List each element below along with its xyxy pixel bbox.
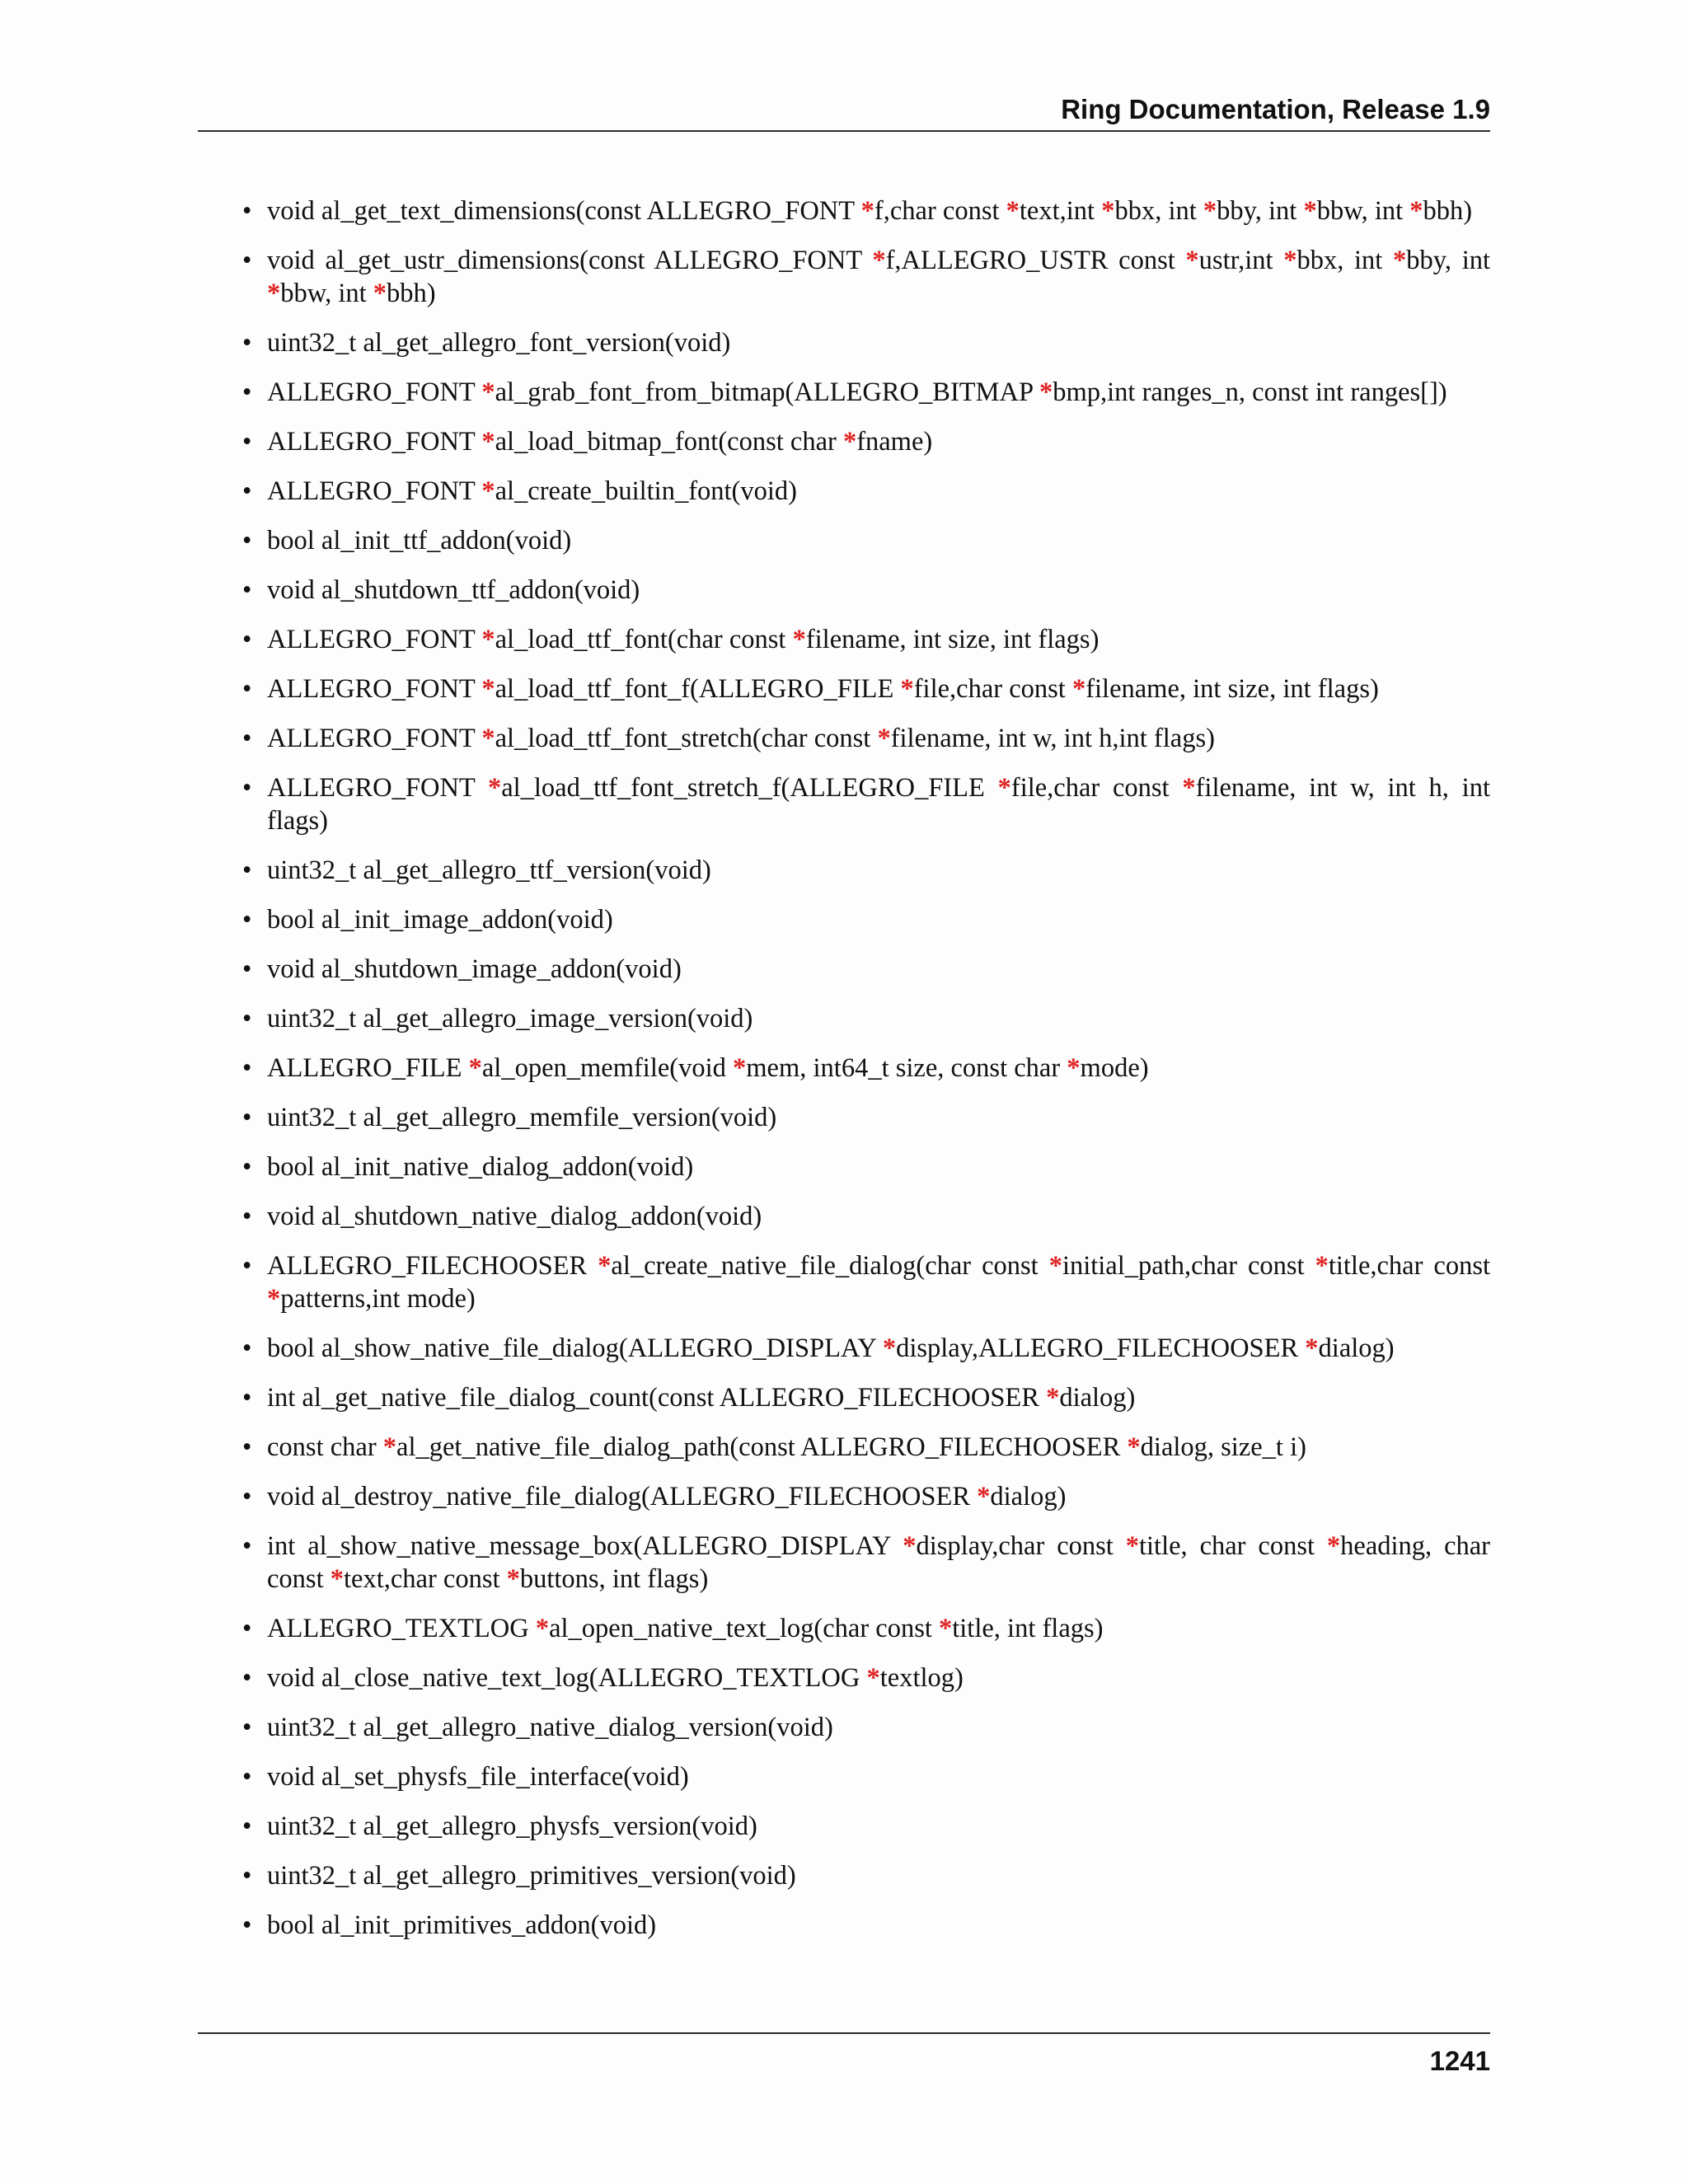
list-item — [198, 1002, 1490, 1035]
signature-text: bmp,int ranges_n, const int ranges[]) — [1053, 377, 1447, 407]
pointer-star: * — [877, 724, 891, 753]
pointer-star: * — [1127, 1432, 1141, 1462]
list-item — [198, 1381, 1490, 1414]
pointer-star: * — [598, 1251, 612, 1281]
bullet-icon: • — [242, 575, 252, 605]
bullet-icon: • — [242, 724, 252, 753]
list-item — [198, 1661, 1490, 1694]
signature-text: dialog) — [1318, 1333, 1395, 1363]
signature-text: al_create_builtin_font(void) — [495, 476, 797, 506]
signature-text: file,char const — [913, 674, 1072, 704]
list-item — [198, 244, 1490, 310]
signature-text: patterns,int mode) — [280, 1284, 476, 1314]
signature-text: uint32_t al_get_allegro_primitives_version(void) — [267, 1861, 796, 1891]
bullet-icon: • — [242, 246, 252, 275]
signature-text: void al_get_ustr_dimensions(const ALLEGRO_FONT — [267, 246, 873, 275]
page-footer — [198, 2032, 1490, 2077]
signature-text: buttons, int flags) — [519, 1564, 709, 1594]
list-item — [198, 903, 1490, 936]
signature-text: bbh) — [1423, 196, 1473, 226]
signature-text: bool al_init_ttf_addon(void) — [267, 526, 572, 555]
signature-text: file,char const — [1010, 773, 1183, 803]
signature-text: ALLEGRO_TEXTLOG — [267, 1614, 536, 1643]
signature-text: title, int flags) — [952, 1614, 1104, 1643]
pointer-star: * — [481, 476, 495, 506]
bullet-icon: • — [242, 855, 252, 885]
list-item — [198, 1200, 1490, 1233]
list-item — [198, 1101, 1490, 1134]
signature-text: bool al_init_image_addon(void) — [267, 905, 613, 935]
pointer-star: * — [1101, 196, 1115, 226]
list-item — [198, 1431, 1490, 1464]
pointer-star: * — [872, 246, 886, 275]
pointer-star: * — [267, 1284, 281, 1314]
signature-text: title, char const — [1138, 1531, 1327, 1561]
pointer-star: * — [1071, 674, 1086, 704]
signature-text: initial_path,char const — [1062, 1251, 1315, 1281]
signature-text: mode) — [1080, 1053, 1149, 1083]
signature-text: text,char const — [343, 1564, 507, 1594]
list-item — [198, 1052, 1490, 1085]
pointer-star: * — [792, 625, 806, 654]
bullet-icon: • — [242, 196, 252, 226]
bullet-icon: • — [242, 954, 252, 984]
signature-text: al_load_bitmap_font(const char — [495, 427, 843, 457]
list-item — [198, 1151, 1490, 1183]
pointer-star: * — [267, 279, 281, 308]
signature-text: uint32_t al_get_allegro_memfile_version(void) — [267, 1103, 777, 1132]
bullet-icon: • — [242, 377, 252, 407]
bullet-icon: • — [242, 1202, 252, 1231]
signature-text: display,ALLEGRO_FILECHOOSER — [896, 1333, 1306, 1363]
list-item — [198, 953, 1490, 986]
pointer-star: * — [481, 625, 495, 654]
signature-text: ALLEGRO_FONT — [267, 724, 482, 753]
pointer-star: * — [1203, 196, 1217, 226]
pointer-star: * — [1303, 196, 1317, 226]
list-item — [198, 623, 1490, 656]
signature-text: uint32_t al_get_allegro_physfs_version(void) — [267, 1811, 757, 1841]
page-number: 1241 — [1429, 2046, 1490, 2076]
signature-text: bbx, int — [1296, 246, 1394, 275]
list-item — [198, 1249, 1490, 1315]
pointer-star: * — [506, 1564, 520, 1594]
signature-text: al_grab_font_from_bitmap(ALLEGRO_BITMAP — [495, 377, 1039, 407]
pointer-star: * — [1039, 377, 1053, 407]
list-item — [198, 854, 1490, 887]
signature-text: filename, int size, int flags) — [805, 625, 1100, 654]
list-item — [198, 326, 1490, 359]
signature-text: al_create_native_file_dialog(char const — [611, 1251, 1049, 1281]
signature-text: ALLEGRO_FONT — [267, 377, 482, 407]
bullet-icon: • — [242, 328, 252, 358]
bullet-icon: • — [242, 1861, 252, 1891]
list-item — [198, 194, 1490, 227]
pointer-star: * — [1185, 246, 1199, 275]
pointer-star: * — [1315, 1251, 1329, 1281]
bullet-icon: • — [242, 674, 252, 704]
bullet-icon: • — [242, 1333, 252, 1363]
signature-text: ustr,int — [1198, 246, 1284, 275]
bullet-icon: • — [242, 1432, 252, 1462]
list-item — [198, 376, 1490, 409]
bullet-icon: • — [242, 1004, 252, 1033]
bullet-icon: • — [242, 427, 252, 457]
signature-text: uint32_t al_get_allegro_image_version(void) — [267, 1004, 753, 1033]
pointer-star: * — [1006, 196, 1020, 226]
list-item — [198, 574, 1490, 607]
list-item — [198, 1859, 1490, 1892]
list-item — [198, 771, 1490, 837]
signature-text: void al_set_physfs_file_interface(void) — [267, 1762, 689, 1792]
list-item — [198, 1909, 1490, 1942]
signature-text: void al_close_native_text_log(ALLEGRO_TEXTLOG — [267, 1663, 867, 1693]
pointer-star: * — [866, 1663, 880, 1693]
bullet-icon: • — [242, 1053, 252, 1083]
bullet-icon: • — [242, 1531, 252, 1561]
signature-text: title,char const — [1328, 1251, 1490, 1281]
bullet-icon: • — [242, 476, 252, 506]
pointer-star: * — [903, 1531, 917, 1561]
bullet-icon: • — [242, 905, 252, 935]
signature-text: ALLEGRO_FONT — [267, 674, 482, 704]
signature-text: f,ALLEGRO_USTR const — [885, 246, 1186, 275]
signature-text: text,int — [1019, 196, 1102, 226]
signature-text: void al_shutdown_native_dialog_addon(void) — [267, 1202, 762, 1231]
pointer-star: * — [1067, 1053, 1081, 1083]
pointer-star: * — [882, 1333, 897, 1363]
bullet-icon: • — [242, 1103, 252, 1132]
bullet-icon: • — [242, 1811, 252, 1841]
pointer-star: * — [481, 377, 495, 407]
signature-text: void al_shutdown_image_addon(void) — [267, 954, 682, 984]
signature-text: int al_show_native_message_box(ALLEGRO_DISPLAY — [267, 1531, 903, 1561]
signature-text: dialog) — [1059, 1383, 1136, 1413]
signature-text: al_load_ttf_font_f(ALLEGRO_FILE — [495, 674, 901, 704]
signature-text: int al_get_native_file_dialog_count(const ALLEGRO_FILECHOOSER — [267, 1383, 1047, 1413]
function-list — [198, 194, 1490, 1942]
bullet-icon: • — [242, 1713, 252, 1742]
list-item — [198, 524, 1490, 557]
pointer-star: * — [900, 674, 914, 704]
pointer-star: * — [468, 1053, 482, 1083]
signature-text: const char — [267, 1432, 383, 1462]
bullet-icon: • — [242, 625, 252, 654]
signature-text: filename, int size, int flags) — [1085, 674, 1379, 704]
signature-text: void al_get_text_dimensions(const ALLEGRO_FONT — [267, 196, 861, 226]
document-body — [198, 194, 1490, 1958]
signature-text: al_load_ttf_font(char const — [495, 625, 793, 654]
signature-text: ALLEGRO_FONT — [267, 773, 488, 803]
signature-text: mem, int64_t size, const char — [746, 1053, 1067, 1083]
pointer-star: * — [733, 1053, 747, 1083]
pointer-star: * — [487, 773, 502, 803]
list-item — [198, 475, 1490, 508]
pointer-star: * — [481, 427, 495, 457]
signature-text: void al_shutdown_ttf_addon(void) — [267, 575, 640, 605]
signature-text: uint32_t al_get_allegro_native_dialog_version(void) — [267, 1713, 833, 1742]
pointer-star: * — [1125, 1531, 1139, 1561]
signature-text: bool al_show_native_file_dialog(ALLEGRO_DISPLAY — [267, 1333, 883, 1363]
pointer-star: * — [1046, 1383, 1060, 1413]
pointer-star: * — [1409, 196, 1423, 226]
pointer-star: * — [1393, 246, 1407, 275]
bullet-icon: • — [242, 1152, 252, 1182]
bullet-icon: • — [242, 1251, 252, 1281]
list-item — [198, 1760, 1490, 1793]
signature-text: fname) — [856, 427, 933, 457]
pointer-star: * — [1305, 1333, 1319, 1363]
pointer-star: * — [860, 196, 874, 226]
bullet-icon: • — [242, 526, 252, 555]
signature-text: ALLEGRO_FONT — [267, 476, 482, 506]
list-item — [198, 1332, 1490, 1365]
signature-text: uint32_t al_get_allegro_font_version(void) — [267, 328, 731, 358]
list-item — [198, 425, 1490, 458]
signature-text: bbx, int — [1114, 196, 1203, 226]
bullet-icon: • — [242, 1663, 252, 1693]
pointer-star: * — [481, 724, 495, 753]
signature-text: bbw, int — [280, 279, 373, 308]
bullet-icon: • — [242, 1762, 252, 1792]
signature-text: heading, char const — [267, 1531, 1491, 1594]
signature-text: al_open_native_text_log(char const — [549, 1614, 939, 1643]
list-item — [198, 1612, 1490, 1645]
pointer-star: * — [330, 1564, 344, 1594]
bullet-icon: • — [242, 773, 252, 803]
signature-text: filename, int w, int h,int flags) — [890, 724, 1215, 753]
signature-text: bbh) — [387, 279, 436, 308]
pointer-star: * — [1283, 246, 1297, 275]
signature-text: al_load_ttf_font_stretch(char const — [495, 724, 878, 753]
signature-text: textlog) — [879, 1663, 964, 1693]
signature-text: bool al_init_primitives_addon(void) — [267, 1910, 657, 1940]
pointer-star: * — [382, 1432, 397, 1462]
list-item — [198, 673, 1490, 705]
pointer-star: * — [977, 1482, 991, 1511]
bullet-icon: • — [242, 1614, 252, 1643]
pointer-star: * — [535, 1614, 550, 1643]
pointer-star: * — [939, 1614, 953, 1643]
signature-text: dialog) — [990, 1482, 1067, 1511]
pointer-star: * — [1326, 1531, 1341, 1561]
signature-text: ALLEGRO_FILE — [267, 1053, 469, 1083]
pointer-star: * — [373, 279, 387, 308]
signature-text: void al_destroy_native_file_dialog(ALLEGRO_FILECHOOSER — [267, 1482, 978, 1511]
signature-text: uint32_t al_get_allegro_ttf_version(void) — [267, 855, 711, 885]
list-item — [198, 1810, 1490, 1843]
signature-text: ALLEGRO_FONT — [267, 427, 482, 457]
signature-text: bby, int — [1217, 196, 1304, 226]
bullet-icon: • — [242, 1482, 252, 1511]
bullet-icon: • — [242, 1383, 252, 1413]
pointer-star: * — [1048, 1251, 1062, 1281]
page-header — [198, 89, 1490, 132]
header-title: Ring Documentation, Release 1.9 — [1061, 94, 1490, 124]
pointer-star: * — [481, 674, 495, 704]
pointer-star: * — [842, 427, 857, 457]
signature-text: al_load_ttf_font_stretch_f(ALLEGRO_FILE — [501, 773, 998, 803]
pointer-star: * — [997, 773, 1011, 803]
signature-text: al_open_memfile(void — [481, 1053, 734, 1083]
signature-text: filename, int w, int h, int flags) — [267, 773, 1490, 836]
signature-text: ALLEGRO_FONT — [267, 625, 482, 654]
signature-text: f,char const — [874, 196, 1006, 226]
list-item — [198, 1530, 1490, 1596]
bullet-icon: • — [242, 1910, 252, 1940]
list-item — [198, 1711, 1490, 1744]
signature-text: bbw, int — [1316, 196, 1410, 226]
signature-text: al_get_native_file_dialog_path(const ALLEGRO_FILECHOOSER — [396, 1432, 1128, 1462]
signature-text: ALLEGRO_FILECHOOSER — [267, 1251, 598, 1281]
signature-text: display,char const — [916, 1531, 1126, 1561]
signature-text: dialog, size_t i) — [1140, 1432, 1306, 1462]
signature-text: bool al_init_native_dialog_addon(void) — [267, 1152, 694, 1182]
pointer-star: * — [1182, 773, 1196, 803]
list-item — [198, 1480, 1490, 1513]
signature-text: bby, int — [1406, 246, 1491, 275]
list-item — [198, 722, 1490, 755]
